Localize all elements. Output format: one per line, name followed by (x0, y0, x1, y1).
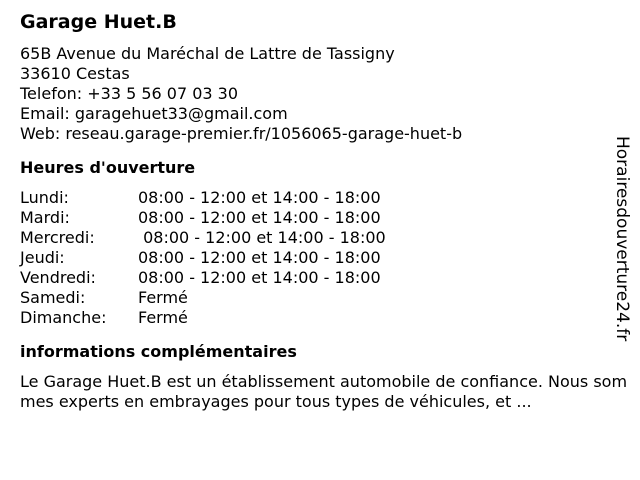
hours-row-friday (20, 268, 620, 288)
site-watermark: Horairesdouverture24.fr (612, 136, 632, 342)
phone-text: Telefon: +33 5 56 07 03 30 (20, 84, 239, 103)
contact-block (20, 44, 620, 144)
hours-row-sunday (20, 308, 620, 328)
hours-row-tuesday (20, 208, 620, 228)
business-description: Le Garage Huet.B est un établissement automobile de confiance. Nous sommes experts en embrayages pour tous types de véhicules, et ... (20, 372, 628, 411)
additional-info-heading: informations complémentaires (20, 342, 297, 361)
hours-day-label: Dimanche: (20, 308, 107, 327)
hours-time-value: Fermé (138, 288, 188, 307)
opening-hours-table (20, 188, 620, 328)
hours-time-value: 08:00 - 12:00 et 14:00 - 18:00 (138, 268, 381, 287)
hours-day-label: Mercredi: (20, 228, 95, 247)
address-line-street: 65B Avenue du Maréchal de Lattre de Tassigny (20, 44, 395, 63)
opening-hours-heading: Heures d'ouverture (20, 158, 196, 177)
business-name: Garage Huet.B (20, 11, 177, 33)
address-line-city: 33610 Cestas (20, 64, 130, 83)
email-text: Email: garagehuet33@gmail.com (20, 104, 288, 123)
hours-time-value: 08:00 - 12:00 et 14:00 - 18:00 (138, 228, 386, 247)
hours-row-saturday (20, 288, 620, 308)
hours-day-label: Jeudi: (20, 248, 65, 267)
hours-time-value: 08:00 - 12:00 et 14:00 - 18:00 (138, 188, 381, 207)
hours-row-monday (20, 188, 620, 208)
hours-day-label: Lundi: (20, 188, 69, 207)
hours-time-value: 08:00 - 12:00 et 14:00 - 18:00 (138, 208, 381, 227)
hours-row-thursday (20, 248, 620, 268)
hours-row-wednesday (20, 228, 620, 248)
hours-day-label: Samedi: (20, 288, 86, 307)
hours-day-label: Vendredi: (20, 268, 96, 287)
website-text: Web: reseau.garage-premier.fr/1056065-garage-huet-b (20, 124, 463, 143)
hours-time-value: Fermé (138, 308, 188, 327)
hours-day-label: Mardi: (20, 208, 70, 227)
hours-time-value: 08:00 - 12:00 et 14:00 - 18:00 (138, 248, 381, 267)
